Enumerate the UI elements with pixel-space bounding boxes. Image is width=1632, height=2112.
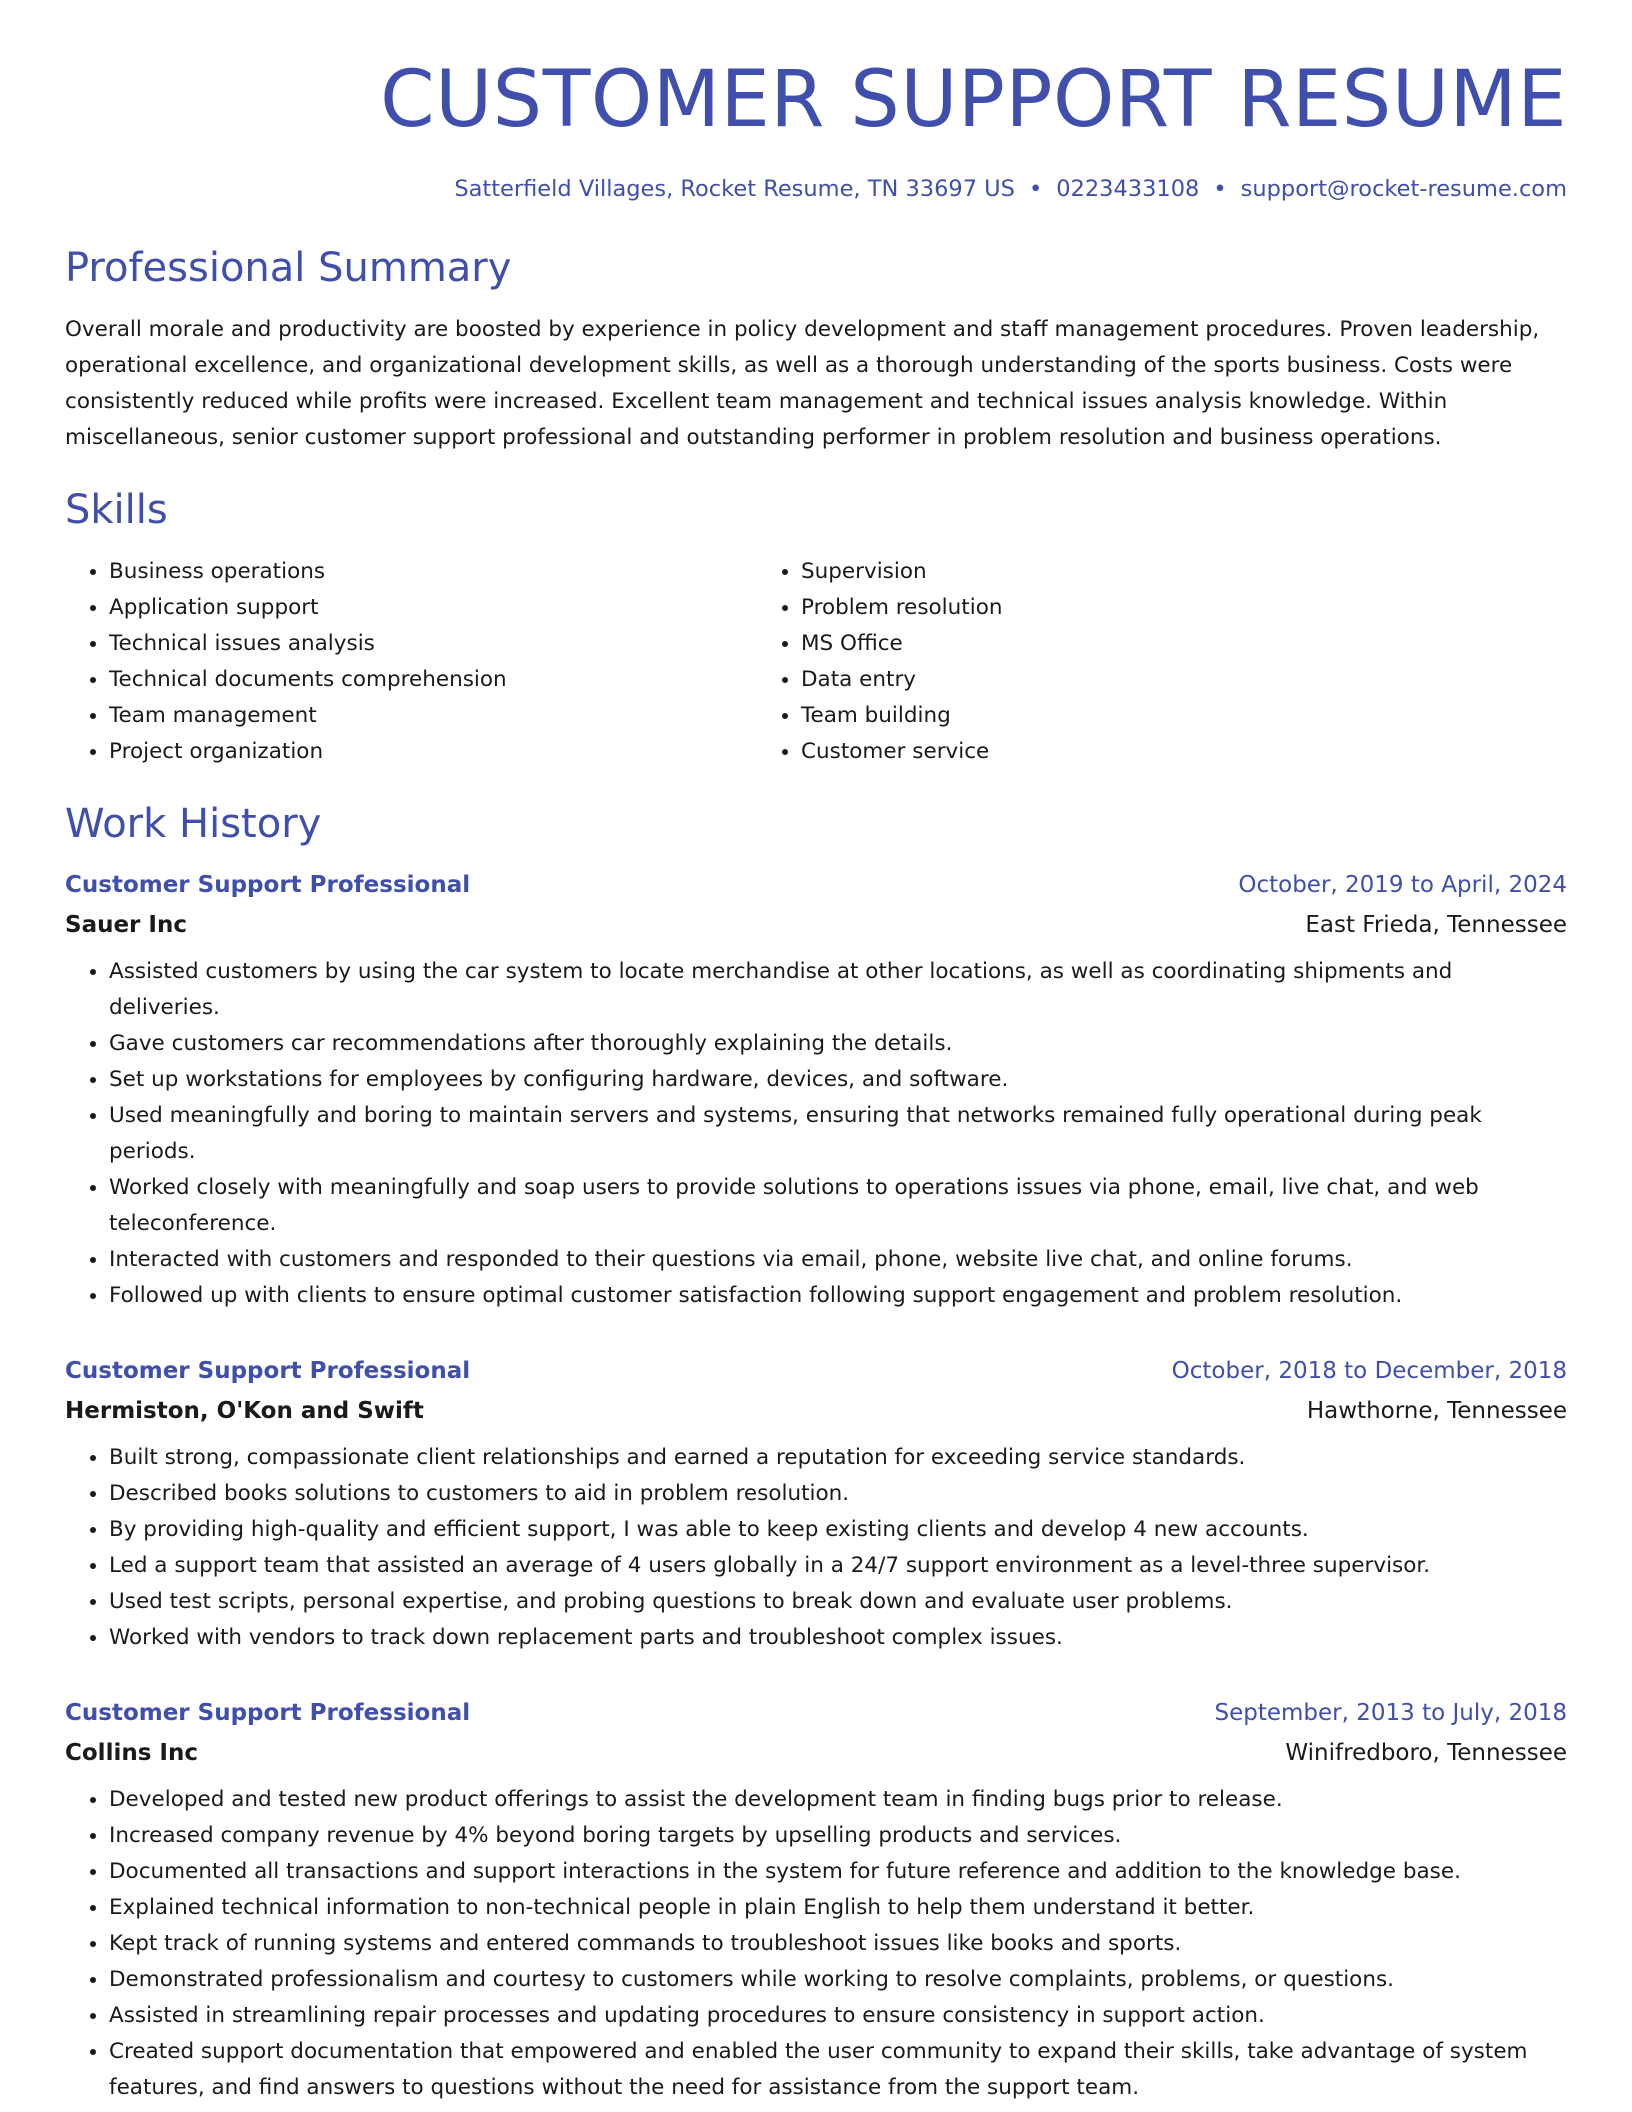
resume-header [65,50,1567,204]
job-bullet: • Demonstrated professionalism and courtesy to customers while working to resolve complaints, problems, or questions. [109,1962,1567,1998]
skill-item: • Technical issues analysis [109,626,757,662]
job-bullet: • Used test scripts, personal expertise, and probing questions to break down and evaluate user problems. [109,1584,1567,1620]
skill-item: • Team building [801,698,1567,734]
resume-title: CUSTOMER SUPPORT RESUME [380,55,1567,145]
skill-item: • Business operations [109,554,757,590]
job-bullet: • Kept track of running systems and entered commands to troubleshoot issues like books and sports. [109,1926,1567,1962]
summary-heading: Professional Summary [65,245,512,291]
skill-item: • Problem resolution [801,590,1567,626]
work-history-list [65,870,1567,2106]
job-bullet: • Set up workstations for employees by configuring hardware, devices, and software. [109,1062,1567,1098]
skills-list [65,554,1567,770]
contact-email: support@rocket-resume.com [1240,176,1567,202]
job-title: Customer Support Professional [65,872,471,898]
job-bullet: • By providing high-quality and efficient support, I was able to keep existing clients and develop 4 new accounts. [109,1512,1567,1548]
contact-separator: • [1028,176,1043,202]
job-title: Customer Support Professional [65,1358,471,1384]
skill-item: • Data entry [801,662,1567,698]
job-bullet: • Interacted with customers and responded to their questions via email, phone, website live chat, and online forums. [109,1242,1567,1278]
skill-item: • Technical documents comprehension [109,662,757,698]
job-bullets [65,1782,1567,2106]
job-location: East Frieda, Tennessee [1305,912,1567,938]
skill-item: • Supervision [801,554,1567,590]
job-bullet: • Led a support team that assisted an average of 4 users globally in a 24/7 support environment as a level-three supervisor. [109,1548,1567,1584]
skill-item: • Team management [109,698,757,734]
job-location: Winifredboro, Tennessee [1285,1740,1567,1766]
job-subheader [65,910,1567,940]
skill-item: • Application support [109,590,757,626]
contact-phone: 0223433108 [1056,176,1200,202]
skills-column-right [757,554,1567,770]
contact-line [65,174,1567,204]
job-entry [65,1356,1567,1656]
job-bullet: • Assisted in streamlining repair processes and updating procedures to ensure consistency in support action. [109,1998,1567,2034]
skill-item: • Customer service [801,734,1567,770]
job-bullet: • Built strong, compassionate client relationships and earned a reputation for exceeding service standards. [109,1440,1567,1476]
skills-heading: Skills [65,487,168,533]
job-bullet: • Used meaningfully and boring to maintain servers and systems, ensuring that networks remained fully operational during peak periods. [109,1098,1567,1170]
contact-separator: • [1213,176,1227,202]
job-bullet: • Explained technical information to non-technical people in plain English to help them understand it better. [109,1890,1567,1926]
job-bullet: • Worked closely with meaningfully and soap users to provide solutions to operations issues via phone, email, live chat, and web teleconference. [109,1170,1567,1242]
contact-address: Satterfield Villages, Rocket Resume, TN 33697 US [454,176,1015,202]
job-subheader [65,1738,1567,1768]
job-company: Sauer Inc [65,912,187,938]
job-bullet: • Created support documentation that empowered and enabled the user community to expand their skills, take advantage of system features, and find answers to questions without the need for assistance from the support team. [109,2034,1567,2106]
job-dates: October, 2019 to April, 2024 [1238,872,1567,898]
job-bullet: • Gave customers car recommendations after thoroughly explaining the details. [109,1026,1567,1062]
job-header [65,870,1567,900]
skill-item: • MS Office [801,626,1567,662]
job-entry [65,870,1567,1314]
job-header [65,1356,1567,1386]
job-company: Collins Inc [65,1740,198,1766]
work-history-heading: Work History [65,801,322,847]
job-bullet: • Assisted customers by using the car system to locate merchandise at other locations, as well as coordinating shipments and deliveries. [109,954,1567,1026]
job-header [65,1698,1567,1728]
job-bullet: • Increased company revenue by 4% beyond boring targets by upselling products and services. [109,1818,1567,1854]
job-location: Hawthorne, Tennessee [1306,1398,1567,1424]
job-bullet: • Documented all transactions and support interactions in the system for future reference and addition to the knowledge base. [109,1854,1567,1890]
job-bullet: • Described books solutions to customers to aid in problem resolution. [109,1476,1567,1512]
job-entry [65,1698,1567,2106]
job-bullet: • Worked with vendors to track down replacement parts and troubleshoot complex issues. [109,1620,1567,1656]
job-title: Customer Support Professional [65,1700,471,1726]
job-bullets [65,1440,1567,1656]
job-bullet: • Followed up with clients to ensure optimal customer satisfaction following support engagement and problem resolution. [109,1278,1567,1314]
job-subheader [65,1396,1567,1426]
job-bullets [65,954,1567,1314]
job-company: Hermiston, O'Kon and Swift [65,1398,424,1424]
skill-item: • Project organization [109,734,757,770]
job-dates: October, 2018 to December, 2018 [1171,1358,1567,1384]
job-bullet: • Developed and tested new product offerings to assist the development team in finding bugs prior to release. [109,1782,1567,1818]
skills-column-left [65,554,757,770]
summary-text: Overall morale and productivity are boosted by experience in policy development and staff management procedures. Proven leadership, operational excellence, and organizational development skills, as well as a thorough understanding of the sports business. Costs were consistently reduced while profits were increased. Excellent team management and technical issues analysis knowledge. Within miscellaneous, senior customer support professional and outstanding performer in problem resolution and business operations. [65,317,1540,450]
job-dates: September, 2013 to July, 2018 [1214,1700,1567,1726]
